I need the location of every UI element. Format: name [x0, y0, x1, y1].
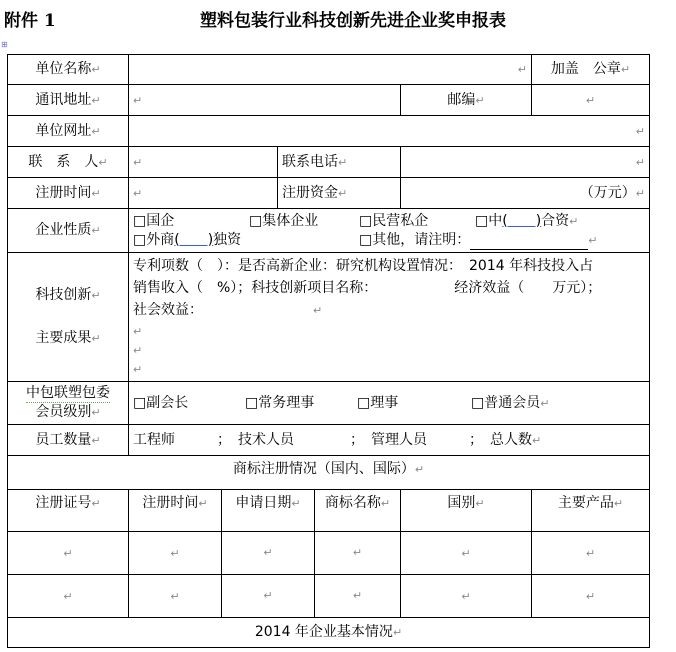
address-field[interactable]: ↵	[129, 85, 401, 116]
row-membership	[8, 382, 650, 425]
trademark-cell[interactable]: ↵	[8, 575, 129, 618]
innovation-line-2: 销售收入（ %）；科技创新项目名称： 经济效益（ 万元）；	[133, 280, 602, 296]
row-registration	[8, 178, 650, 209]
nature-other-input[interactable]	[470, 235, 588, 250]
innovation-label: 科技创新↵ 主要成果↵	[8, 253, 129, 382]
row-contact	[8, 147, 650, 178]
col-apply-name-group	[222, 490, 401, 532]
trademark-cell[interactable]: ↵	[352, 546, 363, 559]
innovation-line-3: 社会效益：	[133, 302, 203, 318]
col-main-products: 主要产品↵	[532, 490, 650, 532]
row-unit-name	[8, 55, 650, 85]
row-nature	[8, 209, 650, 253]
trademark-cell[interactable]: ↵	[401, 532, 532, 575]
nature-collective-checkbox[interactable]: □集体企业	[249, 212, 319, 229]
trademark-cell[interactable]: ↵	[532, 532, 650, 575]
address-label: 通讯地址↵	[8, 85, 129, 116]
col-country: 国别↵	[401, 490, 532, 532]
trademark-cell[interactable]: ↵	[532, 575, 650, 618]
membership-member-checkbox[interactable]: □普通会员	[471, 394, 541, 411]
row-website	[8, 116, 650, 147]
col-trademark-name: 商标名称↵	[324, 495, 391, 511]
nature-jv-checkbox[interactable]: □中( )合资	[475, 212, 570, 229]
nature-state-checkbox[interactable]: □国企	[133, 212, 175, 229]
row-basic-section	[8, 618, 650, 648]
row-trademark-section	[8, 456, 650, 490]
innovation-line-1: 专利项数（ ）：是否高新企业：研究机构设置情况： 2014 年科技投入占	[133, 258, 594, 274]
trademark-cell[interactable]: ↵	[401, 575, 532, 618]
nature-label: 企业性质↵	[8, 209, 129, 253]
phone-field[interactable]: ↵	[401, 147, 650, 178]
table-anchor-icon[interactable]: ⊞	[1, 40, 8, 49]
basic-section-heading: 2014 年企业基本情况↵	[8, 618, 650, 648]
row-address	[8, 85, 650, 116]
attachment-label: 附件 1	[4, 11, 56, 31]
reg-time-label: 注册时间↵	[8, 178, 129, 209]
nature-options: □国企 □集体企业 □民营私企 □中( )合资↵ □外商( )独资 □其他，请注明： ↵	[129, 209, 650, 253]
staff-label: 员工数量↵	[8, 425, 129, 456]
membership-label: 中包联塑包委 会员级别↵	[8, 382, 129, 425]
nature-other-checkbox[interactable]: □其他，请注明：	[359, 231, 471, 248]
trademark-cell-group	[222, 575, 401, 618]
reg-time-field[interactable]: ↵	[129, 178, 278, 209]
innovation-field[interactable]: 专利项数（ ）：是否高新企业：研究机构设置情况： 2014 年科技投入占 销售收入（ %）；科技创新项目名称： 经济效益（ 万元）； 社会效益： ↵ ↵ ↵ ↵	[129, 253, 650, 382]
membership-vice-president-checkbox[interactable]: □副会长	[133, 394, 189, 411]
trademark-cell[interactable]: ↵	[129, 575, 222, 618]
trademark-section-heading: 商标注册情况（国内、国际）↵	[8, 456, 650, 490]
nature-foreign-checkbox[interactable]: □外商( )独资	[133, 231, 242, 248]
trademark-cell[interactable]: ↵	[222, 532, 315, 574]
website-field[interactable]: ↵	[129, 116, 650, 147]
trademark-cell[interactable]: ↵	[8, 532, 129, 575]
col-cert-number: 注册证号↵	[8, 490, 129, 532]
contact-label: 联 系 人↵	[8, 147, 129, 178]
trademark-cell[interactable]: ↵	[222, 575, 315, 617]
contact-field[interactable]: ↵	[129, 147, 278, 178]
application-form-table	[7, 54, 650, 648]
trademark-row	[8, 575, 650, 618]
staff-field[interactable]: 工程师 ； 技术人员 ； 管理人员 ； 总人数↵	[129, 425, 650, 456]
seal-cell: 加盖 公章↵	[532, 55, 650, 85]
col-apply-date: 申请日期↵	[222, 490, 315, 531]
phone-label: 联系电话↵	[278, 147, 401, 178]
trademark-cell[interactable]: ↵	[129, 532, 222, 575]
form-title: 塑料包装行业科技创新先进企业奖申报表	[200, 11, 506, 31]
membership-director-checkbox[interactable]: □理事	[357, 394, 399, 411]
website-label: 单位网址↵	[8, 116, 129, 147]
trademark-cell[interactable]: ↵	[352, 589, 363, 602]
col-reg-time: 注册时间↵	[129, 490, 222, 532]
row-innovation	[8, 253, 650, 382]
trademark-cell-group	[222, 532, 401, 575]
unit-name-field[interactable]: ↵	[129, 55, 532, 85]
row-staff	[8, 425, 650, 456]
postcode-label: 邮编↵	[401, 85, 532, 116]
trademark-header-row	[8, 490, 650, 532]
membership-executive-checkbox[interactable]: □常务理事	[245, 394, 315, 411]
unit-name-label: 单位名称↵	[8, 55, 129, 85]
membership-options: □副会长 □常务理事 □理事 □普通会员↵	[129, 382, 650, 425]
reg-capital-label: 注册资金↵	[278, 178, 401, 209]
reg-capital-field[interactable]: （万元）↵	[401, 178, 650, 209]
nature-private-checkbox[interactable]: □民营私企	[359, 212, 429, 229]
trademark-row	[8, 532, 650, 575]
postcode-field[interactable]: ↵	[532, 85, 650, 116]
